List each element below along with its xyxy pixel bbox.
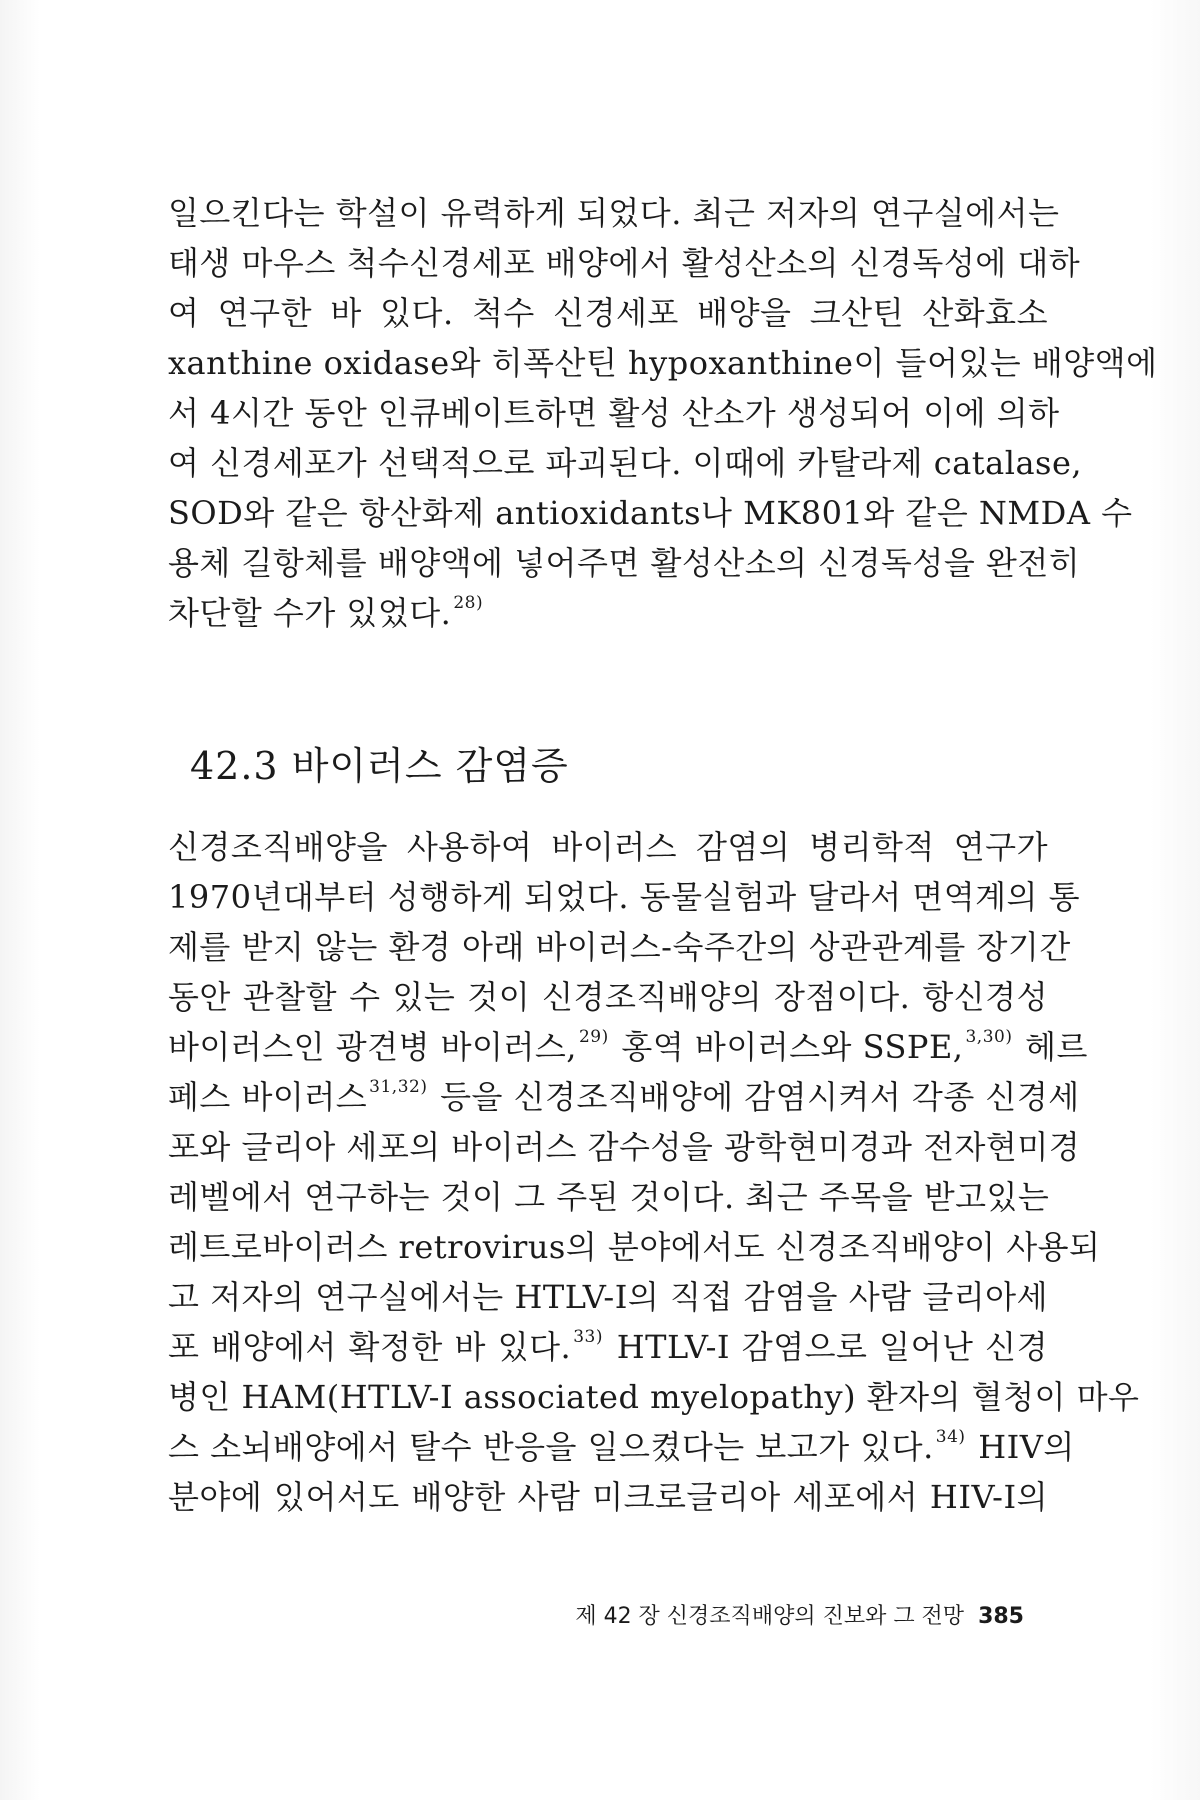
line-text: 차단할 수가 있었다.	[168, 594, 452, 632]
running-title: 제 42 장 신경조직배양의 진보와 그 전망	[575, 1604, 965, 1629]
text-line: 용체 길항체를 배양액에 넣어주면 활성산소의 신경독성을 완전히	[168, 544, 1081, 582]
section-heading	[190, 742, 569, 790]
text-line: 레트로바이러스 retrovirus의 분야에서도 신경조직배양이 사용되	[168, 1228, 1101, 1266]
text-line: 신경조직배양을 사용하여 바이러스 감염의 병리학적 연구가	[168, 828, 1048, 866]
paragraph-main	[168, 822, 1140, 1522]
line-text: 헤르	[1025, 1028, 1088, 1066]
text-line: 분야에 있어서도 배양한 사람 미크로글리아 세포에서 HIV-I의	[168, 1478, 1048, 1516]
line-text: HIV의	[978, 1428, 1075, 1466]
paragraph-top	[168, 188, 1158, 638]
section-number: 42.3	[190, 744, 279, 788]
text-line: 1970년대부터 성행하게 되었다. 동물실험과 달라서 면역계의 통	[168, 878, 1081, 916]
text-line: 포와 글리아 세포의 바이러스 감수성을 광학현미경과 전자현미경	[168, 1128, 1081, 1166]
running-footer	[486, 1602, 1024, 1632]
text-line-with-refs	[168, 1022, 1088, 1072]
reference-marker: 28)	[453, 593, 484, 614]
line-text: 홍역 바이러스와 SSPE,	[621, 1028, 964, 1066]
text-line: 태생 마우스 척수신경세포 배양에서 활성산소의 신경독성에 대하	[168, 244, 1081, 282]
section-title: 바이러스 감염증	[291, 744, 569, 788]
page-number: 385	[978, 1604, 1024, 1629]
line-text: 스 소뇌배양에서 탈수 반응을 일으켰다는 보고가 있다.	[168, 1428, 934, 1466]
text-line: 동안 관찰할 수 있는 것이 신경조직배양의 장점이다. 항신경성	[168, 978, 1048, 1016]
line-text: 포 배양에서 확정한 바 있다.	[168, 1328, 572, 1366]
text-line-with-refs	[168, 1422, 1075, 1472]
text-line-with-refs	[168, 1322, 1048, 1372]
line-text: 페스 바이러스	[168, 1078, 368, 1116]
reference-marker: 31,32)	[369, 1077, 428, 1098]
text-line: 일으킨다는 학설이 유력하게 되었다. 최근 저자의 연구실에서는	[168, 194, 1060, 232]
text-line: 여 연구한 바 있다. 척수 신경세포 배양을 크산틴 산화효소	[168, 294, 1048, 332]
line-text: 바이러스인 광견병 바이러스,	[168, 1028, 577, 1066]
text-line: 레벨에서 연구하는 것이 그 주된 것이다. 최근 주목을 받고있는	[168, 1178, 1050, 1216]
reference-marker: 3,30)	[965, 1027, 1013, 1048]
line-text: 등을 신경조직배양에 감염시켜서 각종 신경세	[440, 1078, 1080, 1116]
text-line-last	[168, 588, 1048, 638]
text-line: 제를 받지 않는 환경 아래 바이러스-숙주간의 상관관계를 장기간	[168, 928, 1071, 966]
reference-marker: 29)	[578, 1027, 609, 1048]
text-line: 여 신경세포가 선택적으로 파괴된다. 이때에 카탈라제 catalase,	[168, 444, 1083, 482]
text-line: SOD와 같은 항산화제 antioxidants나 MK801와 같은 NMDA 수	[168, 494, 1133, 532]
text-line-with-refs	[168, 1072, 1080, 1122]
line-text: HTLV-I 감염으로 일어난 신경	[616, 1328, 1048, 1366]
text-line: 서 4시간 동안 인큐베이트하면 활성 산소가 생성되어 이에 의하	[168, 394, 1060, 432]
text-line: 병인 HAM(HTLV-I associated myelopathy) 환자의 혈청이 마우	[168, 1378, 1140, 1416]
reference-marker: 33)	[573, 1327, 603, 1348]
text-line: xanthine oxidase와 히폭산틴 hypoxanthine이 들어있는 배양액에	[168, 344, 1158, 382]
reference-marker: 34)	[935, 1427, 966, 1448]
text-line: 고 저자의 연구실에서는 HTLV-I의 직접 감염을 사람 글리아세	[168, 1278, 1048, 1316]
